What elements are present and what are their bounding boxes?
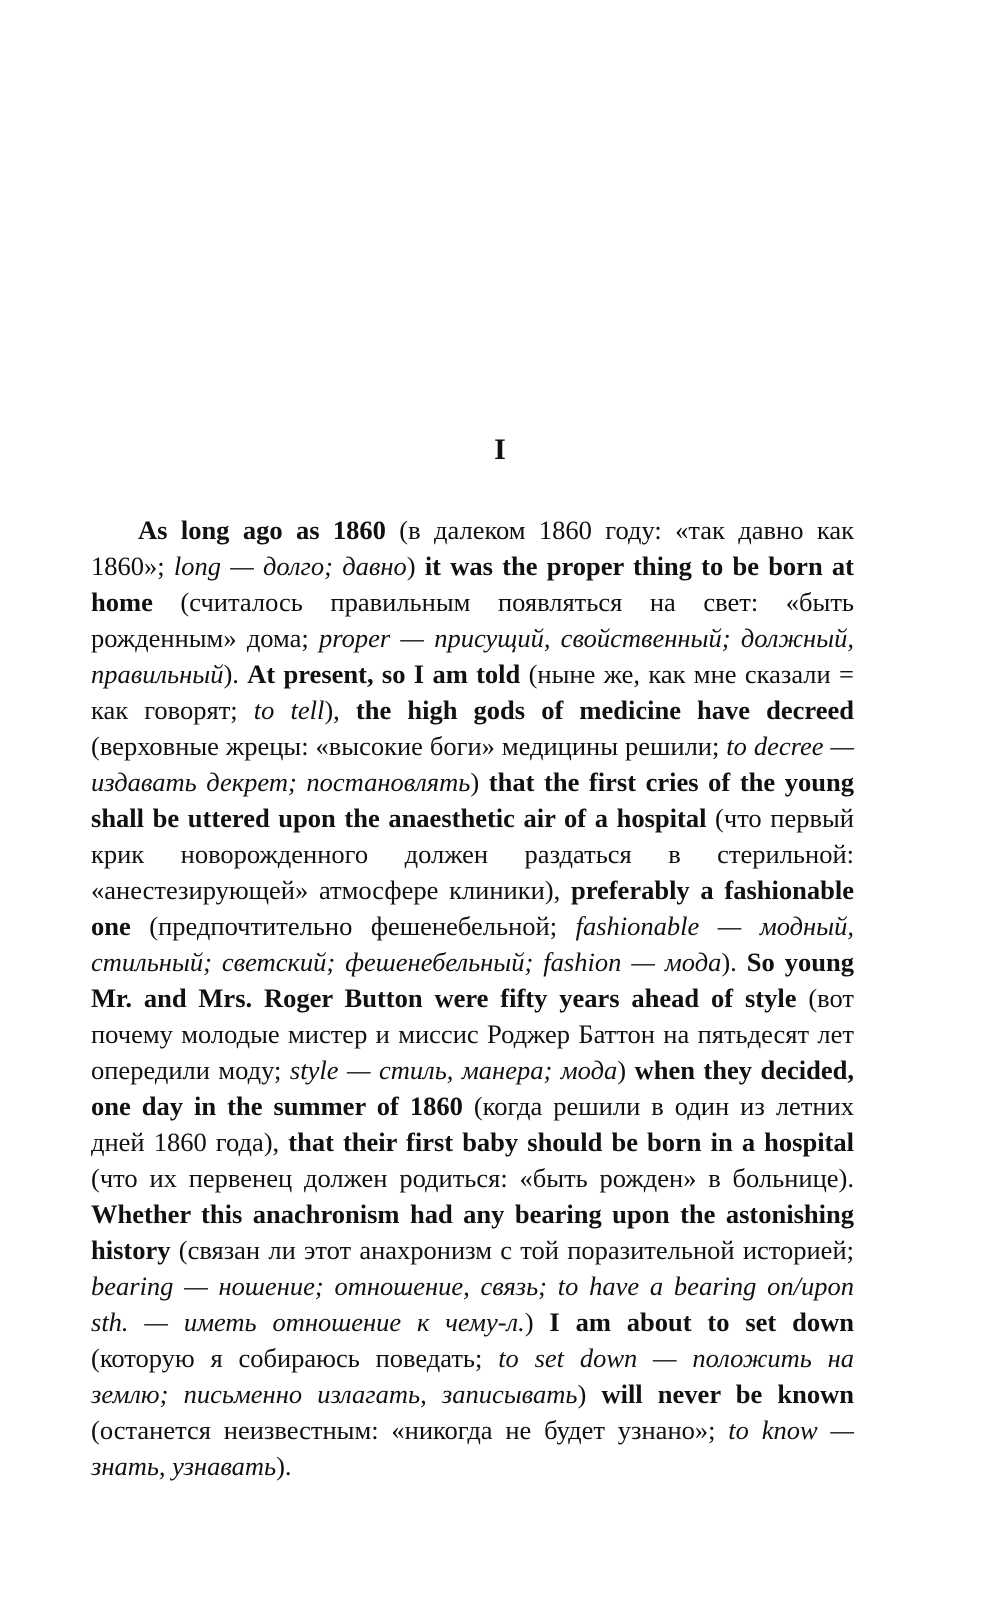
russian-gloss-run: (верховные жрецы: «высокие боги» медицины решили; <box>91 731 727 761</box>
english-text-run: So young Mr. and Mrs. Roger Button were fifty years ahead of style <box>91 947 854 1013</box>
russian-gloss-run: ) <box>406 551 425 581</box>
italic-definition-run: to set down — положить на землю; письменно излагать, записывать <box>91 1343 855 1409</box>
russian-gloss-run: ) <box>524 1307 550 1337</box>
russian-gloss-run: ). <box>223 659 248 689</box>
russian-gloss-run: (что первый крик новорожденного должен раздаться в стерильной: «анестезирующей» атмосфере клиники), <box>91 803 854 905</box>
english-text-run: preferably a fashionable one <box>91 875 854 941</box>
english-text-run: it was the proper thing to be born at home <box>91 551 854 617</box>
chapter-number: I <box>494 433 506 466</box>
russian-gloss-run: (останется неизвестным: «никогда не будет узнано»; <box>91 1415 729 1445</box>
english-text-run: will never be known <box>601 1379 855 1409</box>
italic-definition-run: to know — знать, узнавать <box>91 1415 854 1481</box>
bilingual-paragraph <box>91 512 854 1484</box>
russian-gloss-run: (когда решили в один из летних дней 1860 года), <box>91 1091 854 1157</box>
russian-gloss-run: ) <box>470 767 489 797</box>
russian-gloss-run: (вот почему молодые мистер и миссис Роджер Баттон на пятьдесят лет опередили моду; <box>91 983 854 1085</box>
english-text-run: that their first baby should be born in a hospital <box>288 1127 854 1157</box>
russian-gloss-run: ). <box>276 1451 292 1481</box>
russian-gloss-run: (в далеком 1860 году: «так давно как 1860»; <box>91 515 854 581</box>
italic-definition-run: proper — присущий, свойственный; должный, правильный <box>91 623 854 689</box>
english-text-run: At present, so I am told <box>247 659 521 689</box>
russian-gloss-run: (считалось правильным появляться на свет: «быть рожденным» дома; <box>91 587 854 653</box>
italic-definition-run: fashionable — модный, стильный; светский; фешенебельный; fashion — мода <box>91 911 855 977</box>
russian-gloss-run: ). <box>721 947 747 977</box>
english-text-run: As long ago as 1860 <box>138 515 386 545</box>
english-text-run: I am about to set down <box>549 1307 854 1337</box>
english-text-run: Whether this anachronism had any bearing upon the astonishing history <box>91 1199 854 1265</box>
russian-gloss-run: ) <box>577 1379 602 1409</box>
italic-definition-run: to decree — издавать декрет; постановлять <box>91 731 854 797</box>
english-text-run: when they decided, one day in the summer of 1860 <box>91 1055 854 1121</box>
russian-gloss-run: ) <box>617 1055 635 1085</box>
italic-definition-run: to tell <box>253 695 325 725</box>
russian-gloss-run: ), <box>324 695 356 725</box>
italic-definition-run: bearing — ношение; отношение, связь; to have a bearing on/upon sth. — иметь отношение к чему-л. <box>91 1271 854 1337</box>
russian-gloss-run: (что их первенец должен родиться: «быть рожден» в больнице). <box>91 1163 854 1193</box>
english-text-run: that the first cries of the young shall be uttered upon the anaesthetic air of a hospital <box>91 767 855 833</box>
russian-gloss-run: (предпочтительно фешенебельной; <box>130 911 576 941</box>
russian-gloss-run: (ныне же, как мне сказали = как говорят; <box>91 659 854 725</box>
russian-gloss-run: (которую я собираюсь поведать; <box>91 1343 499 1373</box>
italic-definition-run: long — долго; давно <box>173 551 407 581</box>
russian-gloss-run: (связан ли этот анахронизм с той поразительной историей; <box>170 1235 854 1265</box>
italic-definition-run: style — стиль, манера; мода <box>289 1055 618 1085</box>
english-text-run: the high gods of medicine have decreed <box>355 695 854 725</box>
